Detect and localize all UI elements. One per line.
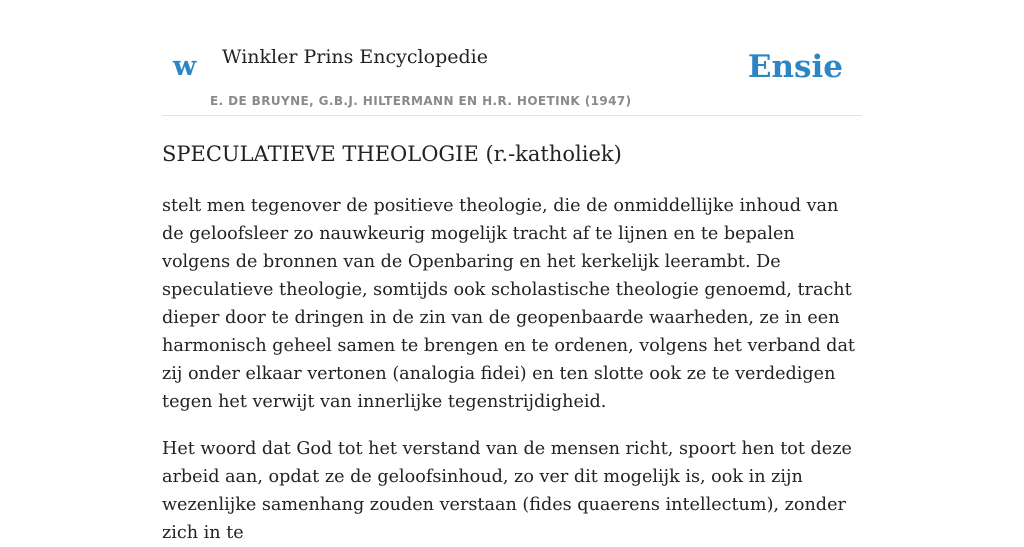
article-paragraph-1: stelt men tegenover de positieve theologie, die de onmiddellijke inhoud van de geloofsleer zo nauwkeurig mogelijk tracht af te lijnen en te bepalen volgens de bronnen van de Openbaring en het kerkelijk leerambt. De speculatieve theologie, somtijds ook scholastische theologie genoemd, tracht dieper door te dringen in de zin van de geopenbaarde waarheden, ze in een harmonisch geheel samen te brengen en te ordenen, volgens het verband dat zij onder elkaar vertonen (analogia fidei) en ten slotte ook ze te verdedigen tegen het verwijt van innerlijke tegenstrijdigheid. [162,196,856,413]
publication-title[interactable]: Winkler Prins Encyclopedie [222,46,488,68]
logo-w-icon[interactable]: w [173,51,197,82]
brand-logo[interactable]: Ensie [747,49,843,85]
entry-title: SPECULATIEVE THEOLOGIE (r.-katholiek) [162,142,622,166]
article-paragraph-2: Het woord dat God tot het verstand van de mensen richt, spoort hen tot deze arbeid aan, opdat ze de geloofsinhoud, zo ver dit mogelijk is, ook in zijn wezenlijke samenhang zouden verstaan (fides quaerens intellectum), zonder zich in te [162,439,852,544]
publication-authors: E. DE BRUYNE, G.B.J. HILTERMANN EN H.R. HOETINK (1947) [210,94,632,108]
document-page [162,0,862,547]
page-header [162,0,862,116]
